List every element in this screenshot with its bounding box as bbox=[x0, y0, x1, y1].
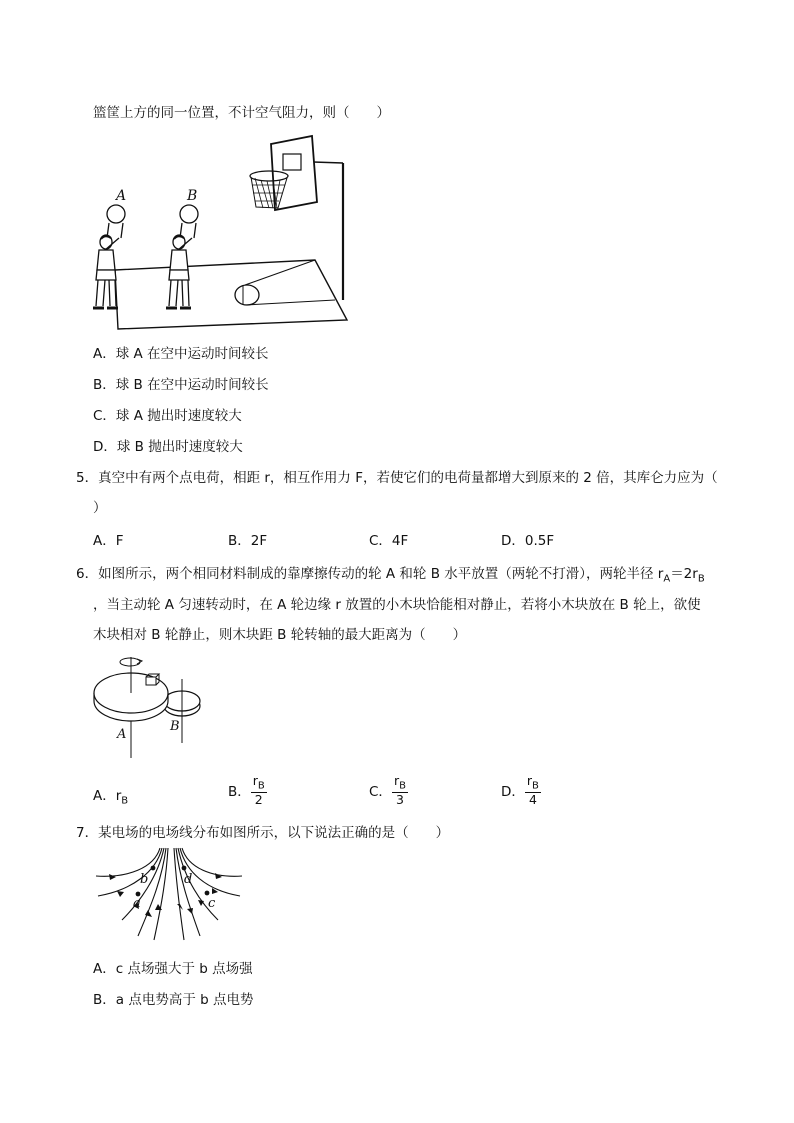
point-d-label: d bbox=[184, 872, 193, 887]
label-a: A bbox=[116, 188, 127, 204]
q5-stem: 5．真空中有两个点电荷，相距 r，相互作用力 F，若使它们的电荷量都增大到原来的 2 倍，其库仑力应为（ bbox=[76, 470, 718, 486]
q5-option-d: D．0.5F bbox=[501, 533, 555, 549]
fraction-rb-over-4: $\frac{r_B}{4}$ bbox=[526, 773, 539, 807]
wheels-figure bbox=[90, 655, 220, 765]
point-a-label: a bbox=[133, 896, 141, 911]
q6-stem-line2: ，当主动轮 A 匀速转动时，在 A 轮边缘 r 放置的小木块恰能相对静止，若将小木块放在 B 轮上，欲使 bbox=[93, 597, 701, 613]
q6-option-d: D． $\frac{r_B}{4}$ bbox=[501, 773, 539, 807]
basketball-figure bbox=[85, 130, 365, 335]
point-c-label: c bbox=[208, 896, 216, 911]
point-b-label: b bbox=[140, 872, 149, 887]
q5-option-c: C．4F bbox=[369, 533, 409, 549]
q7-stem: 7．某电场的电场线分布如图所示，以下说法正确的是（ ） bbox=[76, 825, 450, 841]
player-a bbox=[93, 205, 125, 308]
q6-option-c: C． $\frac{r_B}{3}$ bbox=[369, 773, 406, 807]
q6-option-a: A．$r_B$ bbox=[93, 788, 129, 807]
fraction-rb-over-2: $\frac{r_B}{2}$ bbox=[252, 773, 265, 807]
q4-option-b: B．球 B 在空中运动时间较长 bbox=[93, 377, 269, 393]
q4-option-d: D．球 B 抛出时速度较大 bbox=[93, 439, 243, 455]
q5-stem-close: ） bbox=[93, 500, 107, 516]
q7-option-b: B．a 点电势高于 b 点电势 bbox=[93, 992, 254, 1008]
q6-stem-line1: 6．如图所示，两个相同材料制成的靠摩擦传动的轮 A 和轮 B 水平放置（两轮不打滑），两轮半径 $r_A=2r_B$ bbox=[76, 566, 705, 585]
label-b: B bbox=[187, 188, 198, 204]
q5-option-b: B．2F bbox=[228, 533, 268, 549]
q7-option-a: A．c 点场强大于 b 点场强 bbox=[93, 961, 253, 977]
q6-option-b: B． $\frac{r_B}{2}$ bbox=[228, 773, 265, 807]
q6-stem-line3: 木块相对 B 轮静止，则木块距 B 轮转轴的最大距离为（ ） bbox=[93, 627, 467, 643]
wheel-label-a: A bbox=[117, 727, 127, 742]
q4-stem-tail: 篮筐上方的同一位置，不计空气阻力，则（ ） bbox=[93, 105, 390, 121]
wheel-label-b: B bbox=[170, 719, 180, 734]
q4-option-a: A．球 A 在空中运动时间较长 bbox=[93, 346, 269, 362]
fraction-rb-over-3: $\frac{r_B}{3}$ bbox=[393, 773, 406, 807]
field-lines-figure bbox=[94, 846, 244, 941]
q5-option-a: A．F bbox=[93, 533, 124, 549]
q4-option-c: C．球 A 抛出时速度较大 bbox=[93, 408, 242, 424]
player-b bbox=[166, 205, 198, 308]
